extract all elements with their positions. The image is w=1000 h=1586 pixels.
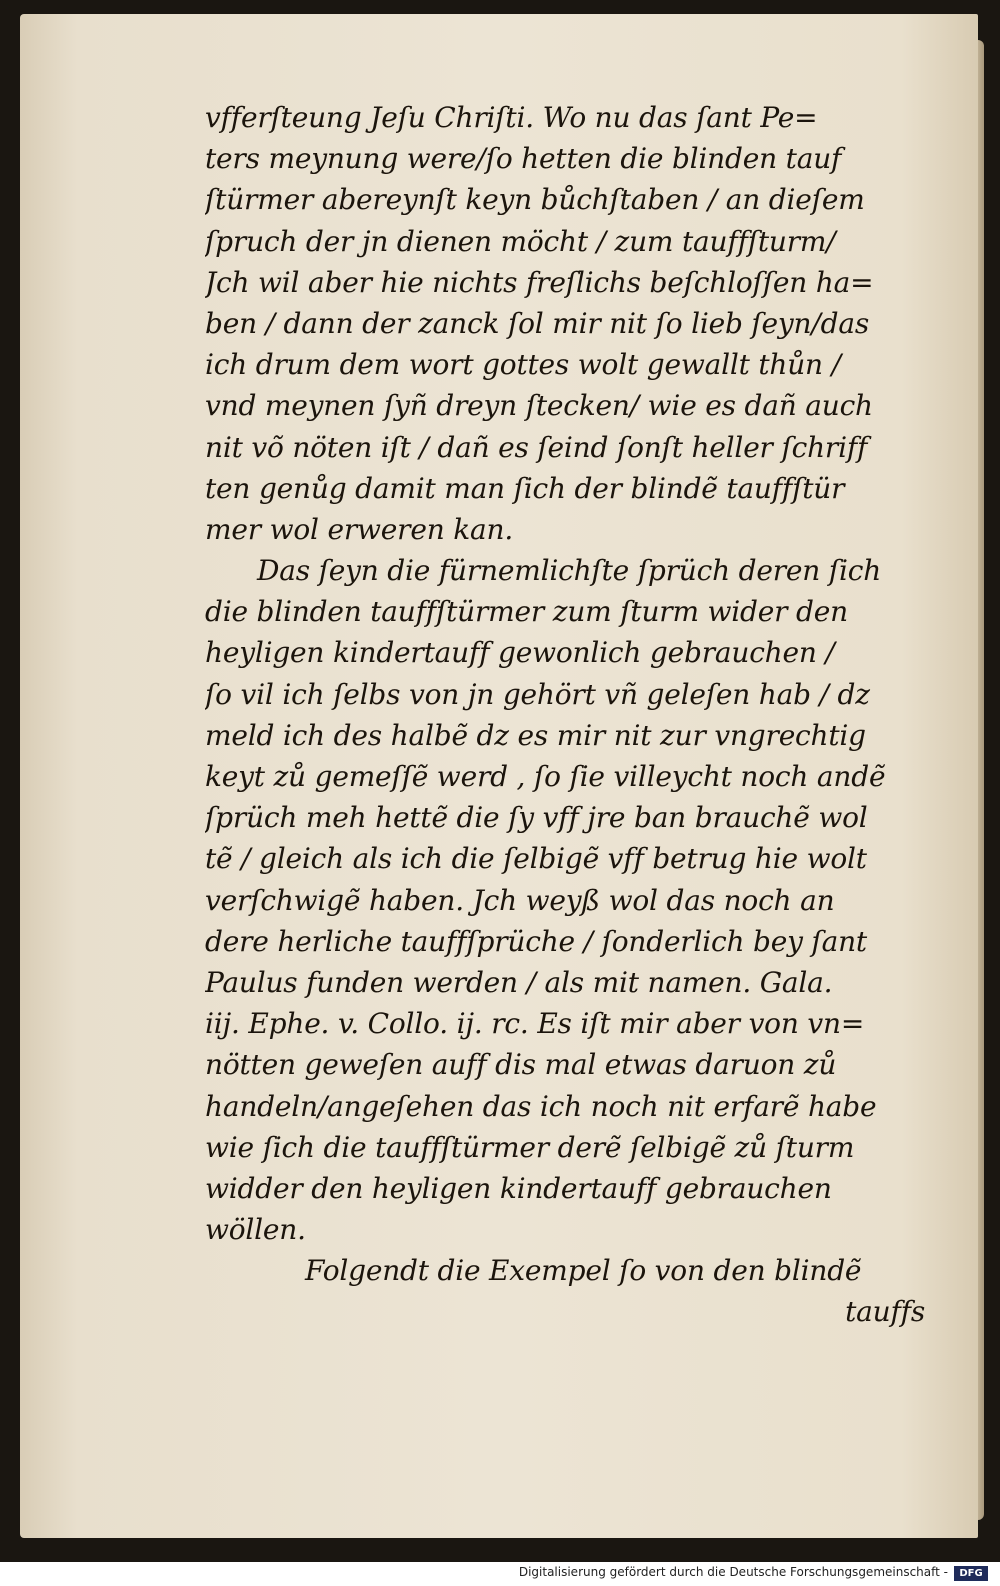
dfg-logo: DFG bbox=[954, 1566, 988, 1581]
text-line: keyt zů gemeſſẽ werd , ſo ſie villeycht noch andẽ bbox=[205, 760, 886, 793]
text-line: widder den heyligen kindertauff gebrauchen bbox=[205, 1171, 832, 1205]
text-line: ſo vil ich ſelbs von jn gehört vñ geleſen hab / dz bbox=[205, 677, 870, 711]
text-line: ters meynung were/ſo hetten die blinden tauf bbox=[205, 142, 842, 176]
text-line: Jch wil aber hie nichts freſlichs beſchloſſen ha= bbox=[205, 265, 874, 299]
text-line: handeln/angeſehen das ich noch nit erfarẽ habe bbox=[205, 1089, 877, 1123]
text-line: meld ich des halbẽ dz es mir nit zur vngrechtig bbox=[205, 718, 866, 752]
text-line: vfferſteung Jeſu Chriſti. Wo nu das ſant Pe= bbox=[205, 101, 818, 134]
text-line: vnd meynen ſyñ dreyn ſtecken/ wie es dañ auch bbox=[205, 389, 873, 423]
text-line: ſprüch meh hettẽ die ſy vff jre ban brauchẽ wol bbox=[205, 801, 868, 835]
catchword: tauffs bbox=[845, 1295, 925, 1329]
digitization-footer bbox=[0, 1562, 1000, 1586]
text-line: tẽ / gleich als ich die ſelbigẽ vff betrug hie wolt bbox=[205, 842, 867, 876]
text-line: Folgendt die Exempel ſo von den blindẽ bbox=[305, 1254, 862, 1288]
text-line: wöllen. bbox=[205, 1213, 306, 1247]
text-line: Paulus funden werden / als mit namen. Gala. bbox=[205, 965, 833, 999]
text-line: verſchwigẽ haben. Jch weyß wol das noch an bbox=[205, 883, 835, 917]
page-text bbox=[205, 97, 935, 1333]
text-line: Das ſeyn die fürnemlichſte ſprüch deren ſich bbox=[257, 554, 882, 588]
text-line: nötten geweſen auff dis mal etwas daruon zů bbox=[205, 1048, 837, 1082]
text-line: dere herliche tauffſprüche / ſonderlich bey ſant bbox=[205, 924, 867, 958]
text-line: ten genůg damit man ſich der blindẽ tauffſtür bbox=[205, 471, 845, 505]
text-line: ſpruch der jn dienen möcht / zum tauffſturm/ bbox=[205, 224, 836, 258]
text-line: wie ſich die tauffſtürmer derẽ ſelbigẽ zů ſturm bbox=[205, 1130, 855, 1164]
text-line: iij. Ephe. v. Collo. ij. rc. Es iſt mir aber von vn= bbox=[205, 1007, 865, 1041]
text-line: ich drum dem wort gottes wolt gewallt thůn / bbox=[205, 348, 841, 382]
footer-credit: Digitalisierung gefördert durch die Deutsche Forschungsgemeinschaft - bbox=[518, 1565, 948, 1579]
text-line: nit võ nöten iſt / dañ es ſeind ſonſt heller ſchriff bbox=[205, 430, 868, 464]
text-line: die blinden tauffſtürmer zum ſturm wider den bbox=[205, 595, 848, 629]
text-line: mer wol erweren kan. bbox=[205, 512, 514, 546]
text-line: heyligen kindertauff gewonlich gebrauchen / bbox=[205, 636, 835, 670]
text-line: ſtürmer abereynſt keyn bůchſtaben / an dieſem bbox=[205, 183, 865, 217]
text-line: ben / dann der zanck ſol mir nit ſo lieb ſeyn/das bbox=[205, 306, 869, 340]
